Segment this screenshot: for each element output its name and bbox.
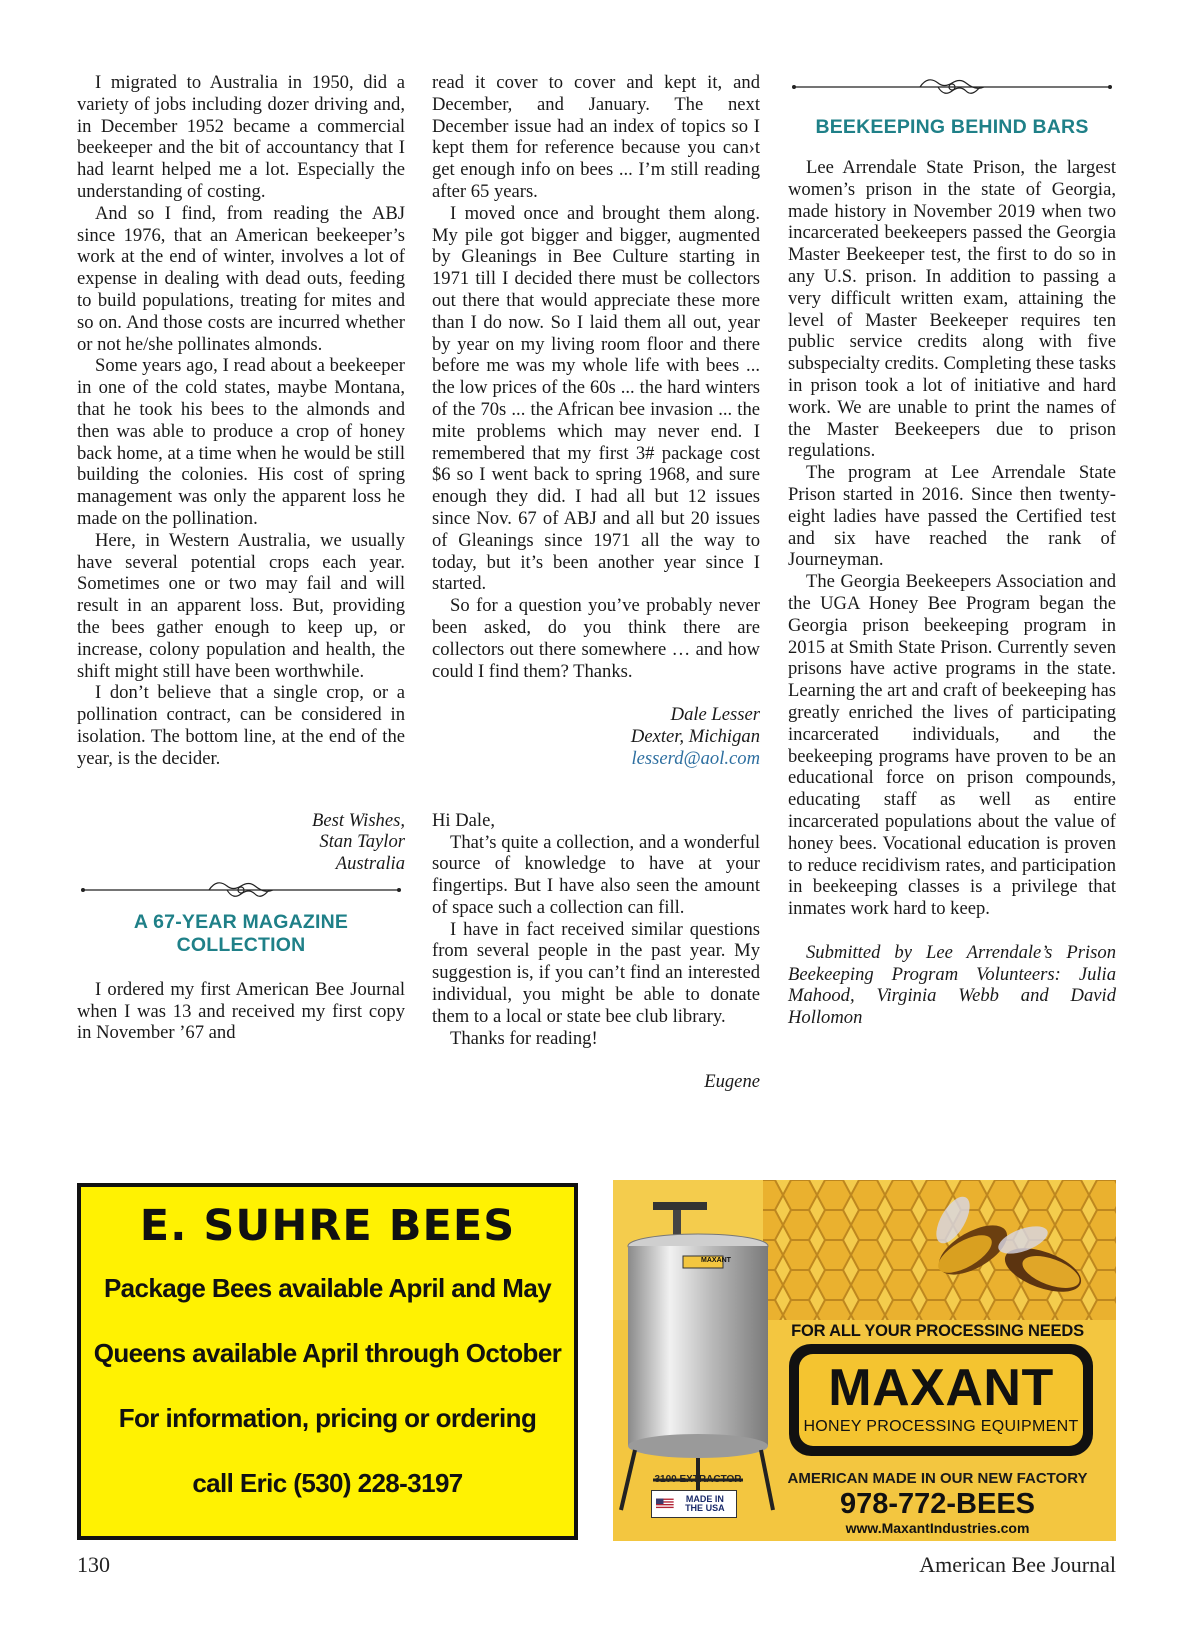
signature-name: Stan Taylor [319, 831, 405, 853]
paragraph: I don’t believe that a single crop, or a pollination contract, can be considered in isolation. The bottom line, at the end of the year, is the decider. [77, 682, 405, 769]
ad-made-line: AMERICAN MADE IN OUR NEW FACTORY [787, 1470, 1088, 1487]
ornamental-divider [788, 72, 1116, 102]
paragraph: Lee Arrendale State Prison, the largest women’s prison in the state of Georgia, made history in November 2019 when two incarcerated beekeepers passed the Georgia Master Beekeeper test, the first to do so in any U.S. prison. In addition to passing a very difficult written exam, attaining the level of Master Beekeeper requires ten public service credits along with five subspecialty credits. Completing these tasks in prison took a lot of initiative and hard work. We are unable to print the names of the Master Beekeepers due to prison regulations. [788, 157, 1116, 462]
signature-name: Dale Lesser [670, 704, 760, 726]
ornamental-divider [77, 875, 405, 905]
paragraph: Some years ago, I read about a beekeeper in one of the cold states, maybe Montana, that he took his bees to the almonds and then was able to produce a crop of honey back home, at a time when he would be still building the colonies. His cost of spring management was only the apparent loss he made on the pollination. [77, 355, 405, 529]
ad-url[interactable]: www.MaxantIndustries.com [845, 1520, 1030, 1536]
paragraph: The Georgia Beekeepers Association and the UGA Honey Bee Program began the Georgia prison beekeeping program in 2015 at Smith State Prison. Currently seven prisons have active programs in the state. Learning the art and craft of beekeeping has greatly enriched the lives of participating incarcerated individuals, and the beekeeping programs have proven to be an educational force on prison compounds, educating staff as well as entire incarcerated populations about the value of honey bees. Vocational education is proven to reduce recidivism rates, and participation in beekeeping classes is a privilege that inmates work hard to keep. [788, 571, 1116, 920]
made-in-usa-badge [651, 1490, 737, 1518]
ad-phone: call Eric (530) 228-3197 [192, 1468, 463, 1498]
paragraph: The program at Lee Arrendale State Prison started in 2016. Since then twenty-eight ladies have passed the Certified test and six have reached the rank of Journeyman. [788, 462, 1116, 571]
drum-label: MAXANT [701, 1257, 731, 1264]
column-middle [432, 72, 760, 1093]
email-link[interactable]: lesserd@aol.com [631, 747, 760, 769]
paragraph: So for a question you’ve probably never been asked, do you think there are collectors out there somewhere … and how could I find them? Thanks. [432, 595, 760, 682]
page-number: 130 [77, 1552, 110, 1577]
suhre-bees-ad[interactable] [77, 1183, 578, 1540]
paragraph: I migrated to Australia in 1950, did a variety of jobs including dozer driving and, in December 1952 became a commercial beekeeper and the bit of accountancy that I had learnt helped me a lot. Especially the understanding of costing. [77, 72, 405, 202]
paragraph: And so I find, from reading the ABJ since 1976, that an American beekeeper’s work at the end of winter, involves a lot of expense in dealing with dead outs, feeding to build populations, treating for mites and so on. And those costs are incurred whether or not he/she pollinates almonds. [77, 202, 405, 355]
paragraph: That’s quite a collection, and a wonderful source of knowledge to have at your fingertips. But I have also seen the amount of space such a collection can fill. [432, 831, 760, 918]
letter-signature [432, 704, 760, 769]
editor-signature: Eugene [704, 1071, 760, 1093]
ad-tagline: FOR ALL YOUR PROCESSING NEEDS [791, 1322, 1084, 1340]
us-flag-icon [656, 1496, 674, 1512]
maxant-logo [789, 1344, 1093, 1456]
paragraph: read it cover to cover and kept it, and December, and January. The next December issue had an index of topics so I kept them for reference because you can›t get enough info on bees ... I’m still reading after 65 years. [432, 72, 760, 202]
paragraph: I ordered my first American Bee Journal when I was 13 and received my first copy in November ’67 and [77, 978, 405, 1044]
maxant-ad[interactable] [613, 1180, 1116, 1541]
paragraph: Thanks for reading! [450, 1027, 598, 1049]
ad-line: For information, pricing or ordering [118, 1403, 537, 1433]
signature-location: Dexter, Michigan [630, 726, 760, 748]
ad-line: Package Bees available April and May [103, 1273, 552, 1303]
ad-brand: E. SUHRE BEES [139, 1201, 516, 1251]
paragraph: Here, in Western Australia, we usually have several potential crops each year. Sometimes one or two may fail and will result in an apparent loss. But, providing the bees gather enough to keep up, or increase, colony population and health, the shift might still have been worthwhile. [77, 529, 405, 682]
ad-line: Queens available April through October [93, 1338, 562, 1368]
journal-name: American Bee Journal [919, 1552, 1116, 1577]
column-right [788, 72, 1116, 1029]
logo-brand: MAXANT [828, 1359, 1054, 1417]
paragraph: I have in fact received similar questions from several people in the past year. My suggestion is, if you can’t find an interested individual, you might be able to donate them to a local or state bee club library. [432, 918, 760, 1027]
letter-signature [77, 810, 405, 875]
greeting: Hi Dale, [432, 809, 495, 831]
paragraph: I moved once and brought them along. My pile got bigger and bigger, augmented by Gleanings in Bee Culture starting in 1971 till I decided there must be collectors out there that would appreciate these more than I do now. So I laid them all out, year by year on my living room floor and there before me was my whole life with bees ... the low prices of the 60s ... the hard winters of the 70s ... the African bee invasion ... the mite problems which may never end. I remembered that my first 3# package cost $6 so I went back to spring 1968, and sure enough they did. I had all but 12 issues since Nov. 67 of ABJ and all but 20 issues of Gleanings since 1971 all the way to today, but it’s been another year since I started. [432, 202, 760, 595]
signature-closing: Best Wishes, [312, 809, 405, 831]
submission-credit: Submitted by Lee Arrendale’s Prison Beekeeping Program Volunteers: Julia Mahood, Virginia Webb and David Hollomon [788, 941, 1116, 1029]
column-left [77, 72, 405, 1044]
section-heading: A 67-YEAR MAGAZINE COLLECTION [133, 910, 349, 956]
logo-subtitle: HONEY PROCESSING EQUIPMENT [803, 1418, 1079, 1435]
section-heading: BEEKEEPING BEHIND BARS [815, 116, 1089, 138]
ad-phone: 978-772-BEES [839, 1488, 1036, 1520]
extractor-model: 3100 EXTRACTOR [654, 1474, 742, 1485]
signature-location: Australia [335, 853, 405, 875]
usa-text: MADE IN THE USA [685, 1494, 725, 1513]
